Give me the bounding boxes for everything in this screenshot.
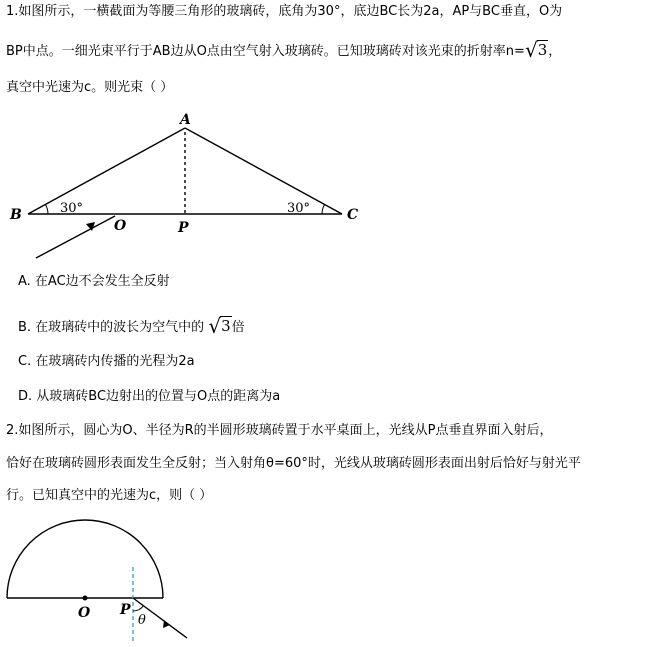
q1-stem-line-3: 真空中光速为c。则光束（ ）: [6, 80, 174, 95]
angle-label-C: 30°: [287, 201, 311, 216]
q1-option-C: C. 在玻璃砖内传播的光程为2a: [18, 354, 195, 369]
label-O: O: [114, 218, 127, 234]
label-theta: θ: [138, 613, 146, 628]
q2-stem-line-3: 行。已知真空中的光速为c，则（ ）: [6, 488, 213, 503]
sqrt-symbol: √3: [524, 38, 548, 62]
label-C: C: [347, 207, 359, 223]
label-P: P: [120, 602, 131, 618]
q1-triangle-figure: [0, 110, 380, 260]
q2-semicircle-figure: [0, 510, 200, 647]
q2-stem-line-1: 2.如图所示，圆心为O、半径为R的半圆形玻璃砖置于水平桌面上，光线从P点垂直界面入射后，: [6, 423, 553, 438]
edge-AC: [185, 128, 342, 214]
theta-arc: [133, 606, 143, 611]
sqrt-symbol: √3: [208, 314, 231, 338]
edge-AB: [28, 128, 185, 214]
angle-arc-B: [46, 205, 49, 215]
q1-option-A: A. 在AC边不会发生全反射: [18, 274, 170, 289]
q1-option-B: [18, 316, 245, 338]
semicircle-arc: [7, 520, 163, 598]
incident-ray: [36, 216, 115, 258]
q1-stem-line-2-end: ，: [548, 44, 562, 59]
q1-option-B-end: 倍: [231, 320, 245, 335]
angle-label-B: 30°: [60, 201, 84, 216]
label-A: A: [180, 112, 191, 128]
q1-stem-line-2-text: BP中点。一细光束平行于AB边从O点由空气射入玻璃砖。已知玻璃砖对该光束的折射率n=: [6, 44, 525, 59]
q1-option-D: D. 从玻璃砖BC边射出的位置与O点的距离为a: [18, 389, 281, 404]
q2-stem-line-2: 恰好在玻璃砖圆形表面发生全反射；当入射角θ=60°时，光线从玻璃砖圆形表面出射后恰好与射光平: [6, 456, 581, 471]
q1-stem-line-1: 1.如图所示，一横截面为等腰三角形的玻璃砖，底角为30°，底边BC长为2a，AP与BC垂直，O为: [6, 4, 563, 19]
q1-option-B-text: B. 在玻璃砖中的波长为空气中的: [18, 320, 205, 335]
label-O: O: [78, 605, 91, 621]
q1-stem-line-2: [6, 40, 561, 62]
angle-arc-C: [322, 205, 325, 215]
label-P: P: [178, 220, 189, 236]
center-point-O: [83, 596, 88, 601]
label-B: B: [10, 207, 22, 223]
